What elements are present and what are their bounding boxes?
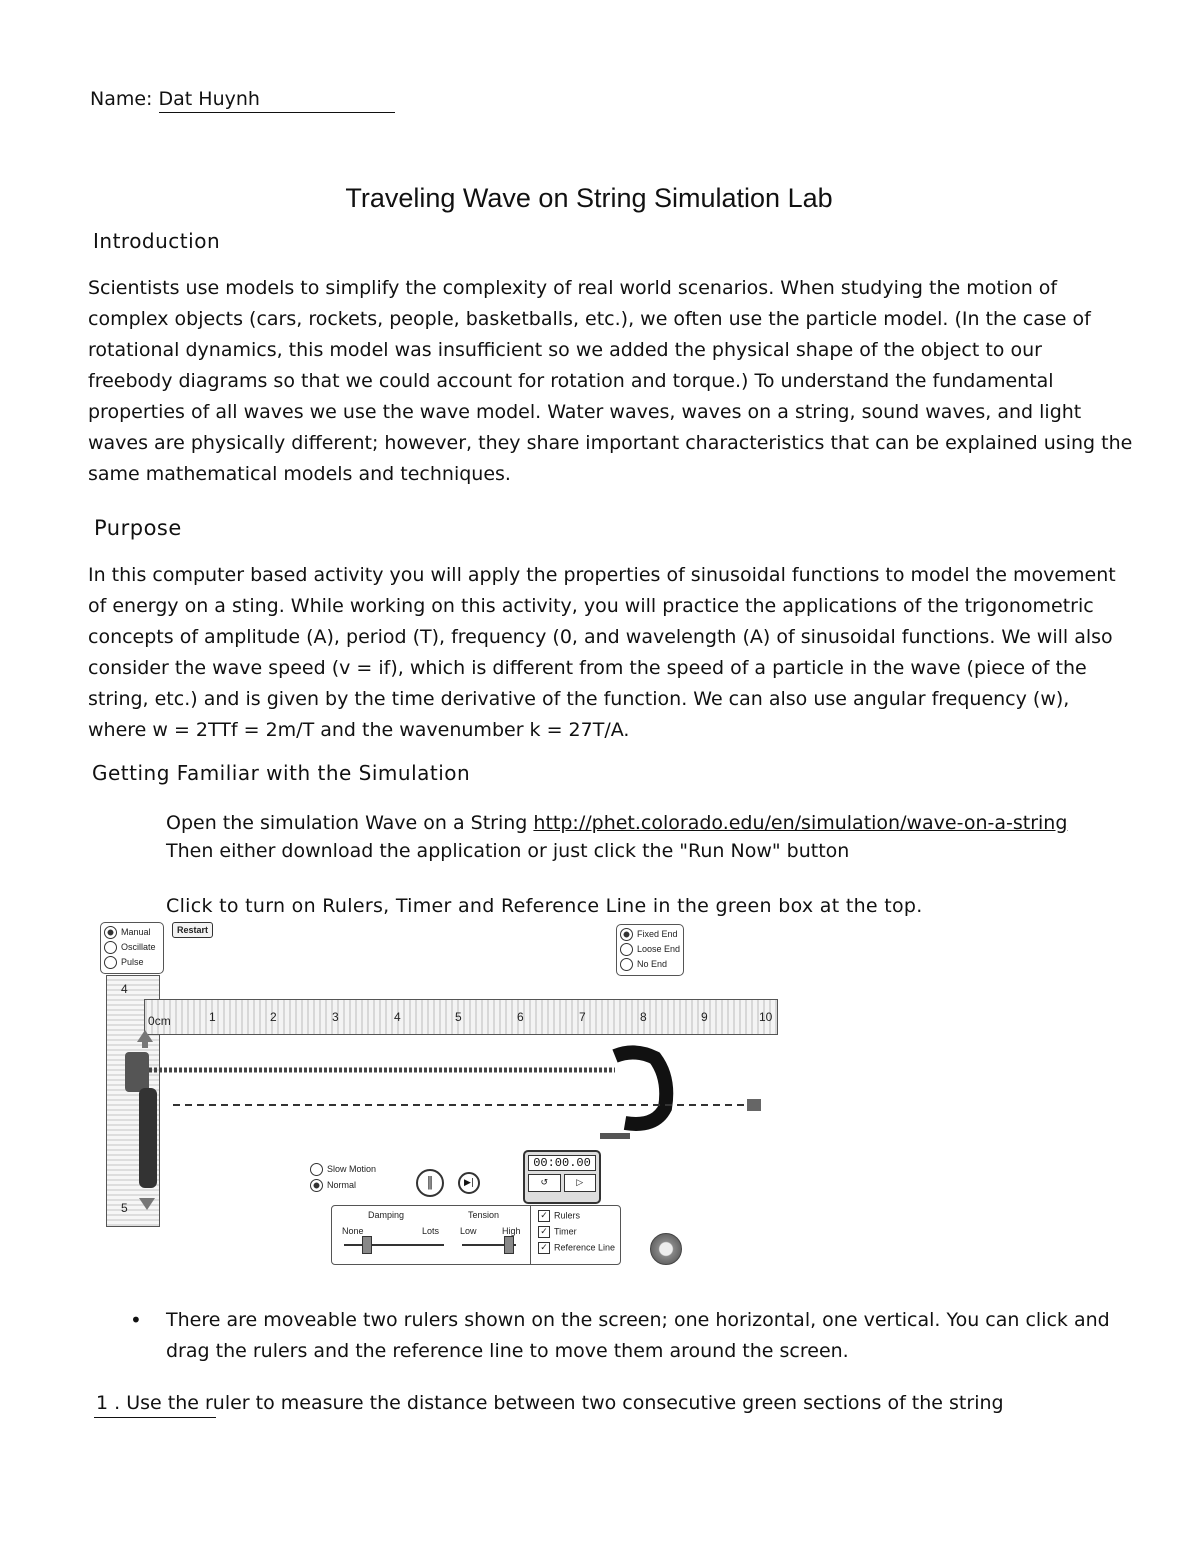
end-option-fixed[interactable]: Fixed End bbox=[620, 928, 683, 941]
speed-panel bbox=[310, 1163, 376, 1192]
purpose-line: consider the wave speed (v = if), which is different from the speed of a particle in the wave (piece of the bbox=[88, 657, 1087, 679]
damping-slider-thumb[interactable] bbox=[362, 1236, 372, 1254]
mode-option-oscillate[interactable]: Oscillate bbox=[104, 941, 163, 954]
click-line: Click to turn on Rulers, Timer and Reference Line in the green box at the top. bbox=[166, 895, 923, 917]
mode-option-pulse[interactable]: Pulse bbox=[104, 956, 163, 969]
checkbox-reference-line[interactable]: ✓ Reference Line bbox=[538, 1242, 615, 1254]
name-label: Name: bbox=[90, 88, 153, 110]
damping-label: Damping bbox=[368, 1210, 405, 1220]
control-panel bbox=[331, 1205, 621, 1265]
bullet-symbol: • bbox=[130, 1308, 142, 1332]
bullet-text bbox=[166, 1305, 1110, 1367]
tension-label: Tension bbox=[468, 1210, 500, 1220]
ruler-tick: 3 bbox=[332, 1010, 339, 1024]
speed-option-slow[interactable]: Slow Motion bbox=[310, 1163, 376, 1176]
ruler-tick: 5 bbox=[455, 1010, 462, 1024]
ruler-tick: 4 bbox=[394, 1010, 401, 1024]
vertical-ruler-top-label: 4 bbox=[121, 982, 128, 996]
tension-max-label: High bbox=[502, 1226, 521, 1236]
intro-line: Scientists use models to simplify the complexity of real world scenarios. When studying the motion of bbox=[88, 277, 1058, 299]
restart-button[interactable]: Restart bbox=[172, 922, 213, 938]
purpose-line: In this computer based activity you will apply the properties of sinusoidal functions to model the movement bbox=[88, 564, 1116, 586]
open-prefix: Open the simulation Wave on a String bbox=[166, 812, 534, 834]
timer-readout: 00:00.00 bbox=[528, 1155, 596, 1171]
damping-min-label: None bbox=[342, 1226, 364, 1236]
name-value: Dat Huynh bbox=[159, 86, 395, 113]
wrench-icon bbox=[125, 1052, 149, 1092]
question-1-text: Use the ruler to measure the distance between two consecutive green sections of the string bbox=[120, 1392, 1004, 1414]
speed-option-normal[interactable]: Normal bbox=[310, 1179, 376, 1192]
purpose-line: string, etc.) and is given by the time derivative of the function. We can also use angular frequency (w), bbox=[88, 688, 1070, 710]
familiar-heading: Getting Familiar with the Simulation bbox=[92, 761, 471, 785]
ruler-tick: 2 bbox=[270, 1010, 277, 1024]
intro-line: rotational dynamics, this model was insufficient so we added the physical shape of the object to our bbox=[88, 339, 1042, 361]
question-1 bbox=[96, 1388, 1004, 1419]
question-1-number: 1 . bbox=[96, 1392, 121, 1414]
ruler-tick: 8 bbox=[640, 1010, 647, 1024]
timer-panel[interactable] bbox=[523, 1150, 601, 1204]
end-option-loose[interactable]: Loose End bbox=[620, 943, 683, 956]
end-option-none[interactable]: No End bbox=[620, 958, 683, 971]
tension-min-label: Low bbox=[460, 1226, 477, 1236]
damping-slider[interactable] bbox=[344, 1244, 444, 1246]
checkbox-rulers[interactable]: ✓ Rulers bbox=[538, 1210, 580, 1222]
ruler-tick: 0cm bbox=[148, 1014, 171, 1028]
bullet-line: drag the rulers and the reference line to move them around the screen. bbox=[166, 1340, 849, 1362]
purpose-paragraph bbox=[88, 560, 1128, 746]
wrench-down-arrow-icon bbox=[139, 1198, 155, 1210]
damping-max-label: Lots bbox=[422, 1226, 440, 1236]
intro-line: same mathematical models and techniques. bbox=[88, 463, 511, 485]
step-button[interactable]: ▶| bbox=[458, 1172, 480, 1194]
reset-all-icon[interactable] bbox=[650, 1233, 682, 1265]
reference-line-handle bbox=[747, 1099, 761, 1111]
page-title: Traveling Wave on String Simulation Lab bbox=[345, 183, 833, 213]
open-line bbox=[166, 808, 1067, 839]
purpose-line: of energy on a sting. While working on this activity, you will practice the applications of the trigonometric bbox=[88, 595, 1094, 617]
answer-underline bbox=[94, 1417, 216, 1418]
bullet-line: There are moveable two rulers shown on the screen; one horizontal, one vertical. You can click and bbox=[166, 1309, 1110, 1331]
download-line: Then either download the application or just click the "Run Now" button bbox=[166, 840, 850, 862]
ruler-tick: 10 bbox=[759, 1010, 773, 1024]
intro-paragraph bbox=[88, 273, 1133, 490]
purpose-heading: Purpose bbox=[94, 516, 182, 540]
ruler-tick: 1 bbox=[209, 1010, 216, 1024]
intro-line: waves are physically different; however, they share important characteristics that can be explained using the bbox=[88, 432, 1133, 454]
simulation-link[interactable]: http://phet.colorado.edu/en/simulation/wave-on-a-string bbox=[533, 812, 1068, 834]
intro-heading: Introduction bbox=[93, 229, 221, 253]
name-line bbox=[90, 84, 395, 115]
purpose-line: concepts of amplitude (A), period (T), frequency (0, and wavelength (A) of sinusoidal functions. We will also bbox=[88, 626, 1113, 648]
simulation-screenshot bbox=[95, 918, 795, 1268]
ruler-tick: 7 bbox=[579, 1010, 586, 1024]
purpose-line: where w = 2TTf = 2m/T and the wavenumber k = 27T/A. bbox=[88, 719, 630, 741]
intro-line: complex objects (cars, rockets, people, basketballs, etc.), we often use the particle model. (In the case of bbox=[88, 308, 1091, 330]
timer-reset-icon[interactable]: ↺ bbox=[528, 1174, 561, 1192]
intro-line: freebody diagrams so that we could account for rotation and torque.) To understand the fundamental bbox=[88, 370, 1054, 392]
mode-option-manual[interactable]: Manual bbox=[104, 926, 163, 939]
ruler-tick: 9 bbox=[701, 1010, 708, 1024]
checkbox-timer[interactable]: ✓ Timer bbox=[538, 1226, 577, 1238]
timer-play-icon[interactable]: ▷ bbox=[564, 1174, 597, 1192]
vertical-ruler-bottom-label: 5 bbox=[121, 1201, 128, 1215]
intro-line: properties of all waves we use the wave model. Water waves, waves on a string, sound waves, and light bbox=[88, 401, 1082, 423]
clamp-icon bbox=[615, 1052, 666, 1124]
tension-slider-thumb[interactable] bbox=[504, 1236, 514, 1254]
pause-button[interactable]: ‖ bbox=[416, 1169, 444, 1197]
ruler-tick: 6 bbox=[517, 1010, 524, 1024]
